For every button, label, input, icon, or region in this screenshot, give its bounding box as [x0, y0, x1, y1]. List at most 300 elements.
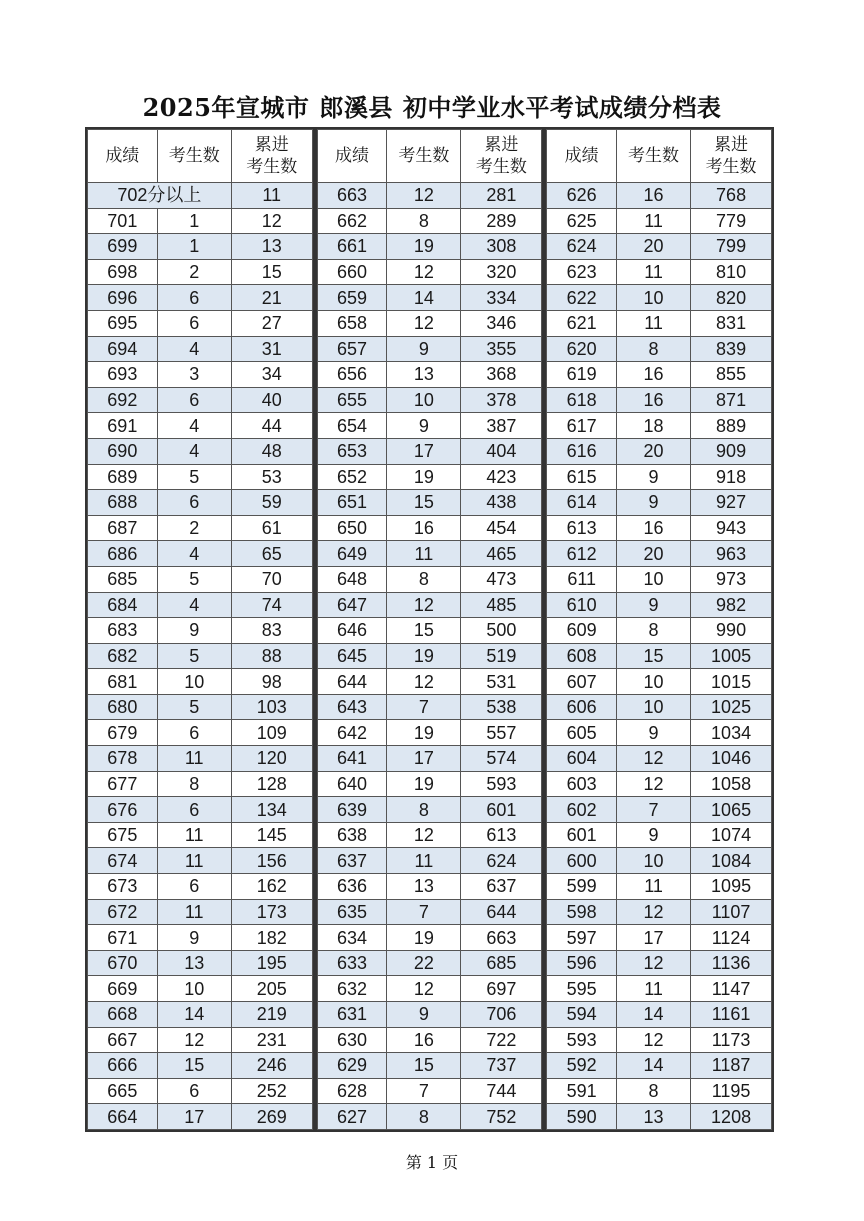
count-cell: 17 — [616, 925, 690, 951]
score-cell: 650 — [317, 515, 387, 541]
count-cell: 7 — [387, 899, 461, 925]
cumulative-cell: 722 — [461, 1027, 542, 1053]
score-cell: 612 — [547, 541, 617, 567]
score-cell: 649 — [317, 541, 387, 567]
table-block-1 — [85, 127, 315, 1132]
score-cell: 674 — [88, 848, 158, 874]
count-cell: 19 — [387, 643, 461, 669]
cumulative-cell: 637 — [461, 874, 542, 900]
count-cell: 11 — [616, 976, 690, 1002]
score-cell: 698 — [88, 259, 158, 285]
table-row — [547, 848, 772, 874]
table-row — [547, 183, 772, 209]
cumulative-cell: 500 — [461, 618, 542, 644]
cumulative-cell: 574 — [461, 746, 542, 772]
count-cell: 15 — [387, 490, 461, 516]
cumulative-cell: 44 — [231, 413, 312, 439]
score-cell: 618 — [547, 387, 617, 413]
cumulative-cell: 685 — [461, 950, 542, 976]
score-cell: 629 — [317, 1053, 387, 1079]
cumulative-cell: 706 — [461, 1002, 542, 1028]
table-row — [317, 234, 542, 260]
score-cell: 607 — [547, 669, 617, 695]
count-cell: 8 — [387, 797, 461, 823]
cumulative-cell: 34 — [231, 362, 312, 388]
count-cell: 17 — [387, 746, 461, 772]
score-cell: 628 — [317, 1078, 387, 1104]
count-cell: 16 — [616, 183, 690, 209]
table-row — [88, 1104, 313, 1130]
cumulative-cell: 320 — [461, 259, 542, 285]
cumulative-cell: 70 — [231, 566, 312, 592]
score-cell: 665 — [88, 1078, 158, 1104]
table-row — [547, 490, 772, 516]
cumulative-cell: 368 — [461, 362, 542, 388]
top-score-row — [88, 183, 313, 209]
table-row — [88, 387, 313, 413]
cumulative-cell: 1046 — [691, 746, 772, 772]
table-row — [547, 208, 772, 234]
cumulative-cell: 21 — [231, 285, 312, 311]
cumulative-cell: 423 — [461, 464, 542, 490]
table-row — [317, 362, 542, 388]
table-row — [88, 592, 313, 618]
score-cell: 632 — [317, 976, 387, 1002]
table-row — [88, 1002, 313, 1028]
table-row — [88, 643, 313, 669]
table-row — [317, 771, 542, 797]
cumulative-cell: 59 — [231, 490, 312, 516]
table-row — [317, 438, 542, 464]
cumulative-cell: 1015 — [691, 669, 772, 695]
count-cell: 3 — [157, 362, 231, 388]
table-row — [317, 490, 542, 516]
table-row — [317, 336, 542, 362]
cumulative-cell: 173 — [231, 899, 312, 925]
table-row — [317, 1002, 542, 1028]
score-cell: 606 — [547, 694, 617, 720]
count-cell: 15 — [387, 1053, 461, 1079]
table-row — [547, 336, 772, 362]
cumulative-cell: 109 — [231, 720, 312, 746]
score-cell: 591 — [547, 1078, 617, 1104]
count-cell: 11 — [157, 899, 231, 925]
cumulative-cell: 779 — [691, 208, 772, 234]
table-row — [317, 848, 542, 874]
cumulative-cell: 231 — [231, 1027, 312, 1053]
cumulative-cell: 1084 — [691, 848, 772, 874]
header-row — [547, 130, 772, 183]
count-cell: 6 — [157, 874, 231, 900]
cumulative-cell: 1025 — [691, 694, 772, 720]
table-row — [88, 310, 313, 336]
table-row — [547, 771, 772, 797]
table-row — [317, 618, 542, 644]
title-year-city: 2025年宣城市 — [142, 93, 310, 122]
score-cell: 653 — [317, 438, 387, 464]
table-row — [547, 592, 772, 618]
score-cell: 610 — [547, 592, 617, 618]
count-cell: 15 — [616, 643, 690, 669]
table-row — [547, 797, 772, 823]
header-count: 考生数 — [387, 130, 461, 183]
cumulative-cell: 120 — [231, 746, 312, 772]
cumulative-cell: 697 — [461, 976, 542, 1002]
table-row — [88, 490, 313, 516]
score-cell: 613 — [547, 515, 617, 541]
cumulative-cell: 1195 — [691, 1078, 772, 1104]
header-count: 考生数 — [616, 130, 690, 183]
table-row — [317, 746, 542, 772]
table-row — [547, 1078, 772, 1104]
score-cell: 686 — [88, 541, 158, 567]
score-cell: 664 — [88, 1104, 158, 1130]
count-cell: 9 — [157, 618, 231, 644]
count-cell: 16 — [387, 515, 461, 541]
top-score-label: 702分以上 — [88, 183, 232, 209]
cumulative-cell: 1005 — [691, 643, 772, 669]
score-cell: 680 — [88, 694, 158, 720]
cumulative-cell: 346 — [461, 310, 542, 336]
count-cell: 5 — [157, 464, 231, 490]
score-cell: 671 — [88, 925, 158, 951]
cumulative-cell: 195 — [231, 950, 312, 976]
score-cell: 619 — [547, 362, 617, 388]
count-cell: 2 — [157, 515, 231, 541]
cumulative-cell: 12 — [231, 208, 312, 234]
score-cell: 675 — [88, 822, 158, 848]
count-cell: 18 — [616, 413, 690, 439]
score-cell: 669 — [88, 976, 158, 1002]
table-row — [547, 387, 772, 413]
table-row — [88, 822, 313, 848]
table-row — [547, 464, 772, 490]
cumulative-cell: 219 — [231, 1002, 312, 1028]
document-title — [0, 88, 864, 123]
cumulative-cell: 83 — [231, 618, 312, 644]
cumulative-cell: 465 — [461, 541, 542, 567]
score-cell: 690 — [88, 438, 158, 464]
cumulative-cell: 182 — [231, 925, 312, 951]
table-row — [88, 874, 313, 900]
count-cell: 15 — [157, 1053, 231, 1079]
score-cell: 699 — [88, 234, 158, 260]
score-cell: 627 — [317, 1104, 387, 1130]
table-row — [547, 413, 772, 439]
table-row — [88, 285, 313, 311]
count-cell: 7 — [387, 1078, 461, 1104]
header-cumulative: 累进 考生数 — [461, 130, 542, 183]
table-row — [88, 1027, 313, 1053]
count-cell: 9 — [387, 336, 461, 362]
table-row — [88, 1078, 313, 1104]
table-row — [88, 618, 313, 644]
cumulative-cell: 40 — [231, 387, 312, 413]
count-cell: 14 — [616, 1053, 690, 1079]
score-cell: 596 — [547, 950, 617, 976]
score-cell: 594 — [547, 1002, 617, 1028]
table-row — [88, 234, 313, 260]
count-cell: 4 — [157, 413, 231, 439]
count-cell: 20 — [616, 234, 690, 260]
count-cell: 8 — [387, 1104, 461, 1130]
score-cell: 666 — [88, 1053, 158, 1079]
score-cell: 661 — [317, 234, 387, 260]
table-row — [88, 848, 313, 874]
count-cell: 8 — [157, 771, 231, 797]
score-cell: 660 — [317, 259, 387, 285]
count-cell: 8 — [387, 566, 461, 592]
title-county: 郎溪县 — [319, 93, 393, 122]
count-cell: 9 — [616, 464, 690, 490]
cumulative-cell: 156 — [231, 848, 312, 874]
count-cell: 9 — [616, 720, 690, 746]
score-cell: 593 — [547, 1027, 617, 1053]
table-row — [88, 515, 313, 541]
table-row — [547, 438, 772, 464]
cumulative-cell: 48 — [231, 438, 312, 464]
cumulative-cell: 663 — [461, 925, 542, 951]
table-row — [317, 1078, 542, 1104]
count-cell: 9 — [387, 1002, 461, 1028]
score-cell: 655 — [317, 387, 387, 413]
score-cell: 658 — [317, 310, 387, 336]
count-cell: 19 — [387, 925, 461, 951]
count-cell: 5 — [157, 694, 231, 720]
cumulative-cell: 831 — [691, 310, 772, 336]
cumulative-cell: 1095 — [691, 874, 772, 900]
count-cell: 6 — [157, 797, 231, 823]
score-cell: 598 — [547, 899, 617, 925]
cumulative-cell: 378 — [461, 387, 542, 413]
score-cell: 608 — [547, 643, 617, 669]
count-cell: 10 — [157, 669, 231, 695]
count-cell: 12 — [157, 1027, 231, 1053]
count-cell: 6 — [157, 720, 231, 746]
score-cell: 604 — [547, 746, 617, 772]
count-cell: 12 — [616, 771, 690, 797]
table-row — [317, 976, 542, 1002]
score-cell: 692 — [88, 387, 158, 413]
table-row — [317, 413, 542, 439]
score-cell: 689 — [88, 464, 158, 490]
score-cell: 673 — [88, 874, 158, 900]
score-cell: 676 — [88, 797, 158, 823]
score-cell: 654 — [317, 413, 387, 439]
table-row — [317, 822, 542, 848]
table-row — [88, 797, 313, 823]
score-cell: 682 — [88, 643, 158, 669]
cumulative-cell: 644 — [461, 899, 542, 925]
score-cell: 657 — [317, 336, 387, 362]
score-cell: 683 — [88, 618, 158, 644]
table-row — [547, 285, 772, 311]
score-cell: 642 — [317, 720, 387, 746]
table-row — [317, 925, 542, 951]
cumulative-cell: 889 — [691, 413, 772, 439]
score-cell: 693 — [88, 362, 158, 388]
cumulative-cell: 1208 — [691, 1104, 772, 1130]
score-cell: 668 — [88, 1002, 158, 1028]
score-cell: 636 — [317, 874, 387, 900]
score-cell: 634 — [317, 925, 387, 951]
count-cell: 9 — [387, 413, 461, 439]
table-row — [547, 1053, 772, 1079]
count-cell: 4 — [157, 541, 231, 567]
cumulative-cell: 963 — [691, 541, 772, 567]
cumulative-cell: 334 — [461, 285, 542, 311]
cumulative-cell: 1173 — [691, 1027, 772, 1053]
score-cell: 691 — [88, 413, 158, 439]
cumulative-cell: 1187 — [691, 1053, 772, 1079]
score-cell: 648 — [317, 566, 387, 592]
count-cell: 11 — [157, 848, 231, 874]
cumulative-cell: 27 — [231, 310, 312, 336]
count-cell: 11 — [616, 310, 690, 336]
title-subject: 初中学业水平考试成绩分档表 — [402, 93, 722, 122]
table-row — [88, 925, 313, 951]
page-number: 第 1 页 — [405, 1153, 459, 1172]
score-cell: 663 — [317, 183, 387, 209]
count-cell: 1 — [157, 234, 231, 260]
cumulative-cell: 246 — [231, 1053, 312, 1079]
cumulative-cell: 768 — [691, 183, 772, 209]
count-cell: 12 — [387, 669, 461, 695]
cumulative-cell: 134 — [231, 797, 312, 823]
score-cell: 617 — [547, 413, 617, 439]
table-row — [547, 643, 772, 669]
score-cell: 695 — [88, 310, 158, 336]
cumulative-cell: 909 — [691, 438, 772, 464]
table-row — [88, 438, 313, 464]
cumulative-cell: 1161 — [691, 1002, 772, 1028]
count-cell: 20 — [616, 541, 690, 567]
cumulative-cell: 519 — [461, 643, 542, 669]
score-cell: 652 — [317, 464, 387, 490]
table-row — [88, 899, 313, 925]
score-cell: 633 — [317, 950, 387, 976]
count-cell: 12 — [387, 822, 461, 848]
table-row — [547, 310, 772, 336]
count-cell: 10 — [616, 566, 690, 592]
table-row — [88, 464, 313, 490]
count-cell: 4 — [157, 592, 231, 618]
score-cell: 621 — [547, 310, 617, 336]
count-cell: 12 — [387, 183, 461, 209]
score-cell: 599 — [547, 874, 617, 900]
score-cell: 601 — [547, 822, 617, 848]
table-row — [547, 515, 772, 541]
count-cell: 7 — [616, 797, 690, 823]
cumulative-cell: 88 — [231, 643, 312, 669]
cumulative-cell: 982 — [691, 592, 772, 618]
table-row — [547, 669, 772, 695]
score-cell: 672 — [88, 899, 158, 925]
header-row — [88, 130, 313, 183]
score-cell: 656 — [317, 362, 387, 388]
table-row — [547, 746, 772, 772]
score-cell: 631 — [317, 1002, 387, 1028]
table-row — [317, 1027, 542, 1053]
cumulative-cell: 855 — [691, 362, 772, 388]
count-cell: 17 — [157, 1104, 231, 1130]
cumulative-cell: 53 — [231, 464, 312, 490]
cumulative-cell: 1147 — [691, 976, 772, 1002]
count-cell: 13 — [616, 1104, 690, 1130]
cumulative-cell: 485 — [461, 592, 542, 618]
score-cell: 590 — [547, 1104, 617, 1130]
cumulative-cell: 13 — [231, 234, 312, 260]
score-table-2 — [317, 129, 543, 1130]
score-cell: 635 — [317, 899, 387, 925]
count-cell: 4 — [157, 438, 231, 464]
count-cell: 12 — [387, 310, 461, 336]
cumulative-cell: 65 — [231, 541, 312, 567]
score-cell: 597 — [547, 925, 617, 951]
cumulative-cell: 918 — [691, 464, 772, 490]
cumulative-cell: 15 — [231, 259, 312, 285]
cumulative-cell: 744 — [461, 1078, 542, 1104]
header-score: 成绩 — [317, 130, 387, 183]
cumulative-cell: 557 — [461, 720, 542, 746]
score-cell: 667 — [88, 1027, 158, 1053]
count-cell: 14 — [616, 1002, 690, 1028]
score-cell: 645 — [317, 643, 387, 669]
count-cell: 11 — [387, 541, 461, 567]
cumulative-cell: 531 — [461, 669, 542, 695]
cumulative-cell: 98 — [231, 669, 312, 695]
score-cell: 625 — [547, 208, 617, 234]
score-cell: 603 — [547, 771, 617, 797]
table-row — [317, 797, 542, 823]
table-row — [317, 899, 542, 925]
score-cell: 684 — [88, 592, 158, 618]
header-score: 成绩 — [88, 130, 158, 183]
table-row — [317, 874, 542, 900]
count-cell: 6 — [157, 387, 231, 413]
score-cell: 647 — [317, 592, 387, 618]
score-cell: 662 — [317, 208, 387, 234]
table-row — [88, 720, 313, 746]
cumulative-cell: 387 — [461, 413, 542, 439]
table-row — [317, 464, 542, 490]
count-cell: 11 — [616, 874, 690, 900]
count-cell: 12 — [616, 899, 690, 925]
count-cell: 16 — [387, 1027, 461, 1053]
cumulative-cell: 1124 — [691, 925, 772, 951]
count-cell: 9 — [616, 822, 690, 848]
cumulative-cell: 205 — [231, 976, 312, 1002]
count-cell: 9 — [616, 592, 690, 618]
table-row — [547, 1104, 772, 1130]
count-cell: 15 — [387, 618, 461, 644]
table-row — [547, 925, 772, 951]
score-cell: 640 — [317, 771, 387, 797]
score-cell: 651 — [317, 490, 387, 516]
score-cell: 696 — [88, 285, 158, 311]
cumulative-cell: 31 — [231, 336, 312, 362]
count-cell: 12 — [616, 746, 690, 772]
score-table-1 — [87, 129, 313, 1130]
score-cell: 624 — [547, 234, 617, 260]
count-cell: 11 — [387, 848, 461, 874]
cumulative-cell: 74 — [231, 592, 312, 618]
count-cell: 2 — [157, 259, 231, 285]
count-cell: 7 — [387, 694, 461, 720]
cumulative-cell: 103 — [231, 694, 312, 720]
table-row — [317, 1104, 542, 1130]
table-row — [547, 1027, 772, 1053]
